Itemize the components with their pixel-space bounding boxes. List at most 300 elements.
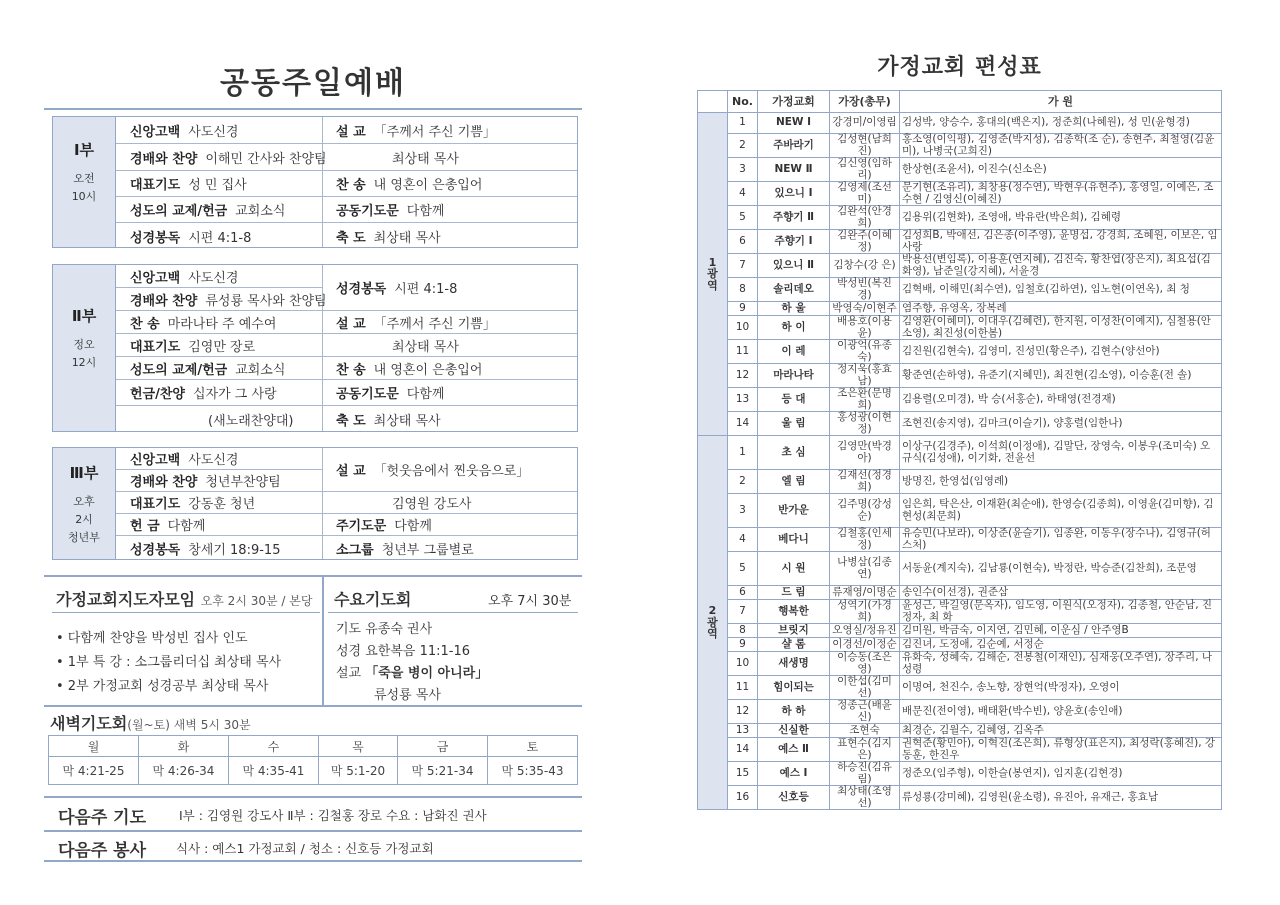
church-leader: 김영제(조선미)	[830, 182, 900, 206]
order-value: 「헛웃음에서 찐웃음으로」	[373, 464, 530, 479]
church-no: 9	[728, 302, 758, 316]
church-no: 14	[728, 412, 758, 436]
order-label: 헌 금	[130, 519, 160, 534]
church-name: 베다니	[758, 528, 830, 552]
church-name: 예스 Ⅰ	[758, 762, 830, 786]
church-no: 11	[728, 340, 758, 364]
order-value: 다함께	[406, 204, 445, 219]
church-leader: 나병삼(김종연)	[830, 552, 900, 586]
dawn-verse: 막 4:21-25	[49, 757, 139, 785]
church-no: 6	[728, 230, 758, 254]
table-header	[698, 91, 1222, 113]
order-item	[322, 536, 577, 561]
table-row	[698, 724, 1222, 738]
church-name: 브릿지	[758, 624, 830, 638]
order-item	[116, 492, 322, 514]
church-members: 김혁배, 이해민(최수연), 임철호(김하연), 임노현(이연옥), 최 청	[900, 278, 1222, 302]
church-name: 하 하	[758, 700, 830, 724]
church-leader: 박성빈(복진경)	[830, 278, 900, 302]
order-label: 성도의 교제/헌금	[130, 204, 228, 219]
church-no: 13	[728, 724, 758, 738]
dawn-verse: 막 5:1-20	[318, 757, 397, 785]
order-item	[322, 448, 577, 492]
order-label: 경배와 찬양	[130, 475, 198, 490]
order-item	[116, 265, 322, 288]
church-no: 9	[728, 638, 758, 652]
roster-title: 가정교회 편성표	[877, 55, 1042, 80]
church-leader: 조현숙	[830, 724, 900, 738]
order-item	[322, 144, 577, 171]
order-item	[322, 380, 577, 406]
table-row	[698, 528, 1222, 552]
service-time: 정오	[73, 338, 95, 351]
church-leader: 정지욱(홍효남)	[830, 364, 900, 388]
church-members: 송인수(이선경), 권준삼	[900, 586, 1222, 600]
order-item	[322, 492, 577, 514]
church-leader: 표현수(김지은)	[830, 738, 900, 762]
order-item	[116, 288, 327, 311]
dawn-schedule-table	[48, 735, 578, 785]
section-divider	[44, 575, 582, 577]
order-item	[116, 448, 322, 470]
order-item	[116, 514, 322, 536]
order-value: 시편 4:1-8	[188, 230, 252, 246]
church-members: 한상현(조윤서), 이진수(신소은)	[900, 158, 1222, 182]
church-no: 4	[728, 528, 758, 552]
order-label: 찬 송	[130, 316, 160, 332]
church-members: 김용렬(오미경), 박 승(서홍순), 하태영(전경재)	[900, 388, 1222, 412]
order-item	[116, 406, 322, 433]
wednesday-title: 수요기도회	[334, 590, 412, 609]
dawn-day: 화	[138, 736, 228, 757]
service-order	[115, 117, 577, 247]
order-value: 내 영혼이 은총입어	[373, 362, 483, 378]
church-leader: 강경미/이영림	[830, 113, 900, 134]
church-name: 힘이되는	[758, 676, 830, 700]
order-label: 찬 송	[336, 362, 366, 378]
service-part-2	[52, 264, 578, 432]
order-value: 「주께서 주신 기쁨」	[373, 124, 496, 140]
order-label: 헌금/찬양	[130, 387, 185, 402]
church-name: 하 이	[758, 316, 830, 340]
table-row	[698, 586, 1222, 600]
church-name: 초 심	[758, 436, 830, 470]
church-name: 주향기 Ⅰ	[758, 230, 830, 254]
church-name: 이 레	[758, 340, 830, 364]
church-name: 샬 롬	[758, 638, 830, 652]
order-value: 최상태 목사	[373, 414, 441, 429]
next-divider	[44, 796, 582, 798]
header-blank	[698, 91, 728, 113]
church-no: 10	[728, 652, 758, 676]
church-members: 배문진(전이영), 배태환(박수빈), 양윤호(송인애)	[900, 700, 1222, 724]
church-leader: 김영만(박경아)	[830, 436, 900, 470]
church-members: 황준연(손하영), 유준기(지혜민), 최진현(김소영), 이승훈(전 솔)	[900, 364, 1222, 388]
church-name: 솔리데오	[758, 278, 830, 302]
leaders-item: • 2부 가정교회 성경공부 최상태 목사	[56, 679, 269, 694]
dawn-day: 목	[318, 736, 397, 757]
dawn-verse: 막 5:35-43	[488, 757, 578, 785]
order-label: 대표기도	[130, 497, 181, 512]
service-name: Ⅰ부	[73, 141, 95, 159]
church-leader: 이경선/이정순	[830, 638, 900, 652]
church-members: 김용위(김현화), 조영애, 박유란(박은희), 김혜령	[900, 206, 1222, 230]
church-no: 12	[728, 364, 758, 388]
church-no: 7	[728, 600, 758, 624]
order-item	[116, 470, 322, 492]
service-time: 10시	[71, 190, 97, 203]
page-title: 공동주일예배	[220, 66, 406, 101]
order-item	[322, 171, 577, 197]
church-no: 3	[728, 158, 758, 182]
order-item	[116, 117, 322, 144]
order-item	[116, 334, 322, 357]
table-row	[698, 762, 1222, 786]
table-row	[698, 206, 1222, 230]
order-item	[116, 357, 322, 380]
order-label: 경배와 찬양	[130, 151, 198, 167]
church-members: 이상구(김경주), 이석희(이정애), 김말단, 장영숙, 이봉우(조미숙) 오규식(김성애), 이기화, 전윤선	[900, 436, 1222, 470]
wednesday-divider	[328, 612, 578, 613]
church-members: 유승민(나보라), 이상준(윤슬기), 임종완, 이동우(장수나), 김영규(허스처)	[900, 528, 1222, 552]
order-item	[322, 197, 577, 223]
dawn-verse: 막 4:26-34	[138, 757, 228, 785]
church-no: 2	[728, 134, 758, 158]
church-leader: 정종근(배윤신)	[830, 700, 900, 724]
church-name: 시 원	[758, 552, 830, 586]
church-name: 신실한	[758, 724, 830, 738]
order-value: 마라나타 주 예수여	[167, 316, 277, 332]
service-label	[53, 265, 115, 431]
service-time: 청년부	[68, 531, 100, 544]
church-members: 최경순, 김월수, 김혜영, 김옥주	[900, 724, 1222, 738]
order-value: 사도신경	[188, 453, 239, 468]
next-service-label: 다음주 봉사	[58, 841, 147, 861]
church-name: 주바라기	[758, 134, 830, 158]
order-label: 신앙고백	[130, 124, 181, 140]
church-members: 조현진(송지영), 김마크(이슬기), 양홍렬(임한나)	[900, 412, 1222, 436]
order-label: 찬 송	[336, 178, 366, 193]
table-row	[698, 230, 1222, 254]
order-value: (새노래찬양대)	[208, 414, 294, 429]
church-leader: 최상태(조영선)	[830, 786, 900, 810]
church-name: 주향기 Ⅱ	[758, 206, 830, 230]
church-members: 김성희B, 박애선, 김은종(이주영), 윤명섭, 강경희, 조혜원, 이보은, 임사랑	[900, 230, 1222, 254]
table-row	[698, 786, 1222, 810]
church-members: 홍소영(이익평), 김영준(박지성), 김종학(조 순), 송현주, 최철영(김윤미), 나병국(고희진)	[900, 134, 1222, 158]
church-name: 하 울	[758, 302, 830, 316]
order-value: 청년부찬양팀	[205, 475, 281, 490]
table-row	[698, 552, 1222, 586]
church-leader: 김신영(임하리)	[830, 158, 900, 182]
order-value: 사도신경	[188, 270, 239, 286]
order-value: 교회소식	[235, 362, 286, 378]
vertical-divider	[322, 577, 324, 705]
order-item	[116, 171, 322, 197]
table-row	[698, 652, 1222, 676]
leaders-item: • 다함께 찬양을 박성빈 집사 인도	[56, 631, 248, 646]
region-label: 1 광 역	[698, 113, 728, 436]
order-item	[116, 536, 322, 561]
church-no: 1	[728, 113, 758, 134]
church-no: 4	[728, 182, 758, 206]
header-leader: 가장(총무)	[830, 91, 900, 113]
table-row	[698, 364, 1222, 388]
order-value: 강동훈 청년	[188, 497, 256, 512]
dawn-title: 새벽기도회(월~토) 새벽 5시 30분	[50, 714, 251, 733]
table-row	[698, 494, 1222, 528]
order-value: 창세기 18:9-15	[188, 543, 281, 558]
church-members: 이명여, 천진수, 송노향, 장현억(박정자), 오영이	[900, 676, 1222, 700]
table-row	[698, 624, 1222, 638]
church-name: 등 대	[758, 388, 830, 412]
church-members: 서동윤(계지숙), 김남룡(이현숙), 박정란, 박승준(김찬희), 조문영	[900, 552, 1222, 586]
church-name: 예스 Ⅱ	[758, 738, 830, 762]
church-members: 김미원, 박금숙, 이지연, 김민혜, 이운심 / 안주영B	[900, 624, 1222, 638]
church-members: 김성박, 양승수, 홍대의(백은지), 정준희(나혜원), 성 민(윤형경)	[900, 113, 1222, 134]
church-name: 새생명	[758, 652, 830, 676]
table-row	[698, 340, 1222, 364]
order-item	[322, 223, 577, 249]
church-members: 임은희, 탁은산, 이재환(최순애), 한영승(김종희), 이영윤(김미향), 김현성(최문희)	[900, 494, 1222, 528]
service-time: 2시	[75, 513, 93, 526]
service-time: 오후	[73, 495, 95, 508]
church-members: 문기현(조유리), 최창용(정수연), 박현우(유현주), 홍영일, 이예은, 조수현 / 김영신(이혜진)	[900, 182, 1222, 206]
order-item	[322, 514, 577, 536]
title-divider	[44, 108, 582, 110]
order-value: 김영원 강도사	[392, 497, 472, 512]
church-no: 7	[728, 254, 758, 278]
church-name: 드 림	[758, 586, 830, 600]
header-church: 가정교회	[758, 91, 830, 113]
table-row	[698, 700, 1222, 724]
order-value: 성 민 집사	[188, 178, 247, 193]
order-value: 청년부 그룹별로	[381, 543, 474, 558]
bottom-divider	[44, 860, 582, 862]
order-label: 성도의 교제/헌금	[130, 362, 228, 378]
order-label: 성경봉독	[130, 230, 181, 246]
church-no: 8	[728, 624, 758, 638]
order-label: 신앙고백	[130, 270, 181, 286]
service-name: Ⅲ부	[69, 464, 99, 482]
wednesday-bible: 성경 요한복음 11:1-16	[336, 644, 471, 659]
order-item	[322, 311, 577, 334]
church-leader: 조은환(문명희)	[830, 388, 900, 412]
table-row	[698, 638, 1222, 652]
house-church-roster-table	[697, 90, 1222, 810]
church-name: NEW Ⅰ	[758, 113, 830, 134]
order-label: 성경봉독	[130, 543, 181, 558]
order-item	[322, 265, 577, 311]
order-label: 주기도문	[336, 519, 387, 534]
order-label: 설 교	[336, 316, 366, 332]
order-value: 이해민 간사와 찬양팀	[205, 151, 327, 167]
table-row	[698, 278, 1222, 302]
church-leader: 김완주(이혜정)	[830, 230, 900, 254]
order-value: 교회소식	[235, 204, 286, 219]
wednesday-preacher: 류성룡 목사	[374, 688, 441, 703]
church-members: 김진원(김현숙), 김영미, 진성민(황은주), 김현수(양선아)	[900, 340, 1222, 364]
church-leader: 이광억(유종숙)	[830, 340, 900, 364]
order-value: 김영만 장로	[188, 339, 256, 355]
church-members: 박용선(변임록), 이용훈(연지혜), 김진숙, 황찬엽(장은지), 최요섭(김화영), 남준일(강지혜), 서윤경	[900, 254, 1222, 278]
table-row	[698, 113, 1222, 134]
service-label	[53, 117, 115, 247]
order-item	[116, 144, 327, 171]
table-row	[698, 738, 1222, 762]
order-label: 대표기도	[130, 178, 181, 193]
church-members: 권혁준(황민아), 이혁진(조은희), 류형상(표은지), 최성락(홍혜진), 강동훈, 한진우	[900, 738, 1222, 762]
dawn-day: 금	[398, 736, 488, 757]
next-service-text: 식사 : 예스1 가정교회 / 청소 : 신호등 가정교회	[176, 841, 434, 856]
church-no: 13	[728, 388, 758, 412]
order-value: 다함께	[167, 519, 206, 534]
order-item	[116, 223, 322, 249]
church-leader: 이승동(조은영)	[830, 652, 900, 676]
wednesday-sermon: 설교 「죽을 병이 아니라」	[336, 666, 489, 681]
dawn-day: 월	[49, 736, 139, 757]
header-members: 가 원	[900, 91, 1222, 113]
church-leader: 배용호(이용윤)	[830, 316, 900, 340]
leaders-time: 오후 2시 30분 / 본당	[200, 594, 313, 608]
table-row	[698, 254, 1222, 278]
church-leader: 김주명(강성순)	[830, 494, 900, 528]
church-no: 8	[728, 278, 758, 302]
order-value: 최상태 목사	[392, 339, 459, 355]
order-value: 류성룡 목사와 찬양팀	[205, 293, 327, 309]
region-label: 2 광 역	[698, 436, 728, 810]
church-members: 염주향, 유영옥, 장복례	[900, 302, 1222, 316]
church-no: 3	[728, 494, 758, 528]
table-row	[698, 412, 1222, 436]
next-prayer-text: Ⅰ부 : 김영원 강도사 Ⅱ부 : 김철홍 장로 수요 : 남화진 권사	[179, 808, 487, 823]
church-leader: 홍성광(이현정)	[830, 412, 900, 436]
church-leader: 김완석(안경희)	[830, 206, 900, 230]
order-value: 사도신경	[188, 124, 239, 140]
service-time: 오전	[73, 172, 95, 185]
dawn-verse: 막 5:21-34	[398, 757, 488, 785]
order-label: 축 도	[336, 230, 366, 246]
church-name: 있으니 Ⅱ	[758, 254, 830, 278]
wednesday-time: 오후 7시 30분	[488, 594, 572, 609]
leaders-divider	[52, 612, 320, 613]
order-value: 시편 4:1-8	[394, 282, 458, 297]
service-label	[53, 448, 115, 559]
table-row	[698, 600, 1222, 624]
table-row	[698, 158, 1222, 182]
service-part-3	[52, 447, 578, 560]
order-item	[116, 380, 322, 406]
order-item	[322, 117, 577, 144]
table-row	[698, 470, 1222, 494]
header-no: No.	[728, 91, 758, 113]
church-no: 5	[728, 552, 758, 586]
service-part-1	[52, 116, 578, 248]
church-leader: 김창수(강 은)	[830, 254, 900, 278]
dawn-day: 토	[488, 736, 578, 757]
church-name: NEW Ⅱ	[758, 158, 830, 182]
order-label: 경배와 찬양	[130, 293, 198, 309]
church-members: 방명진, 한영섭(임영례)	[900, 470, 1222, 494]
order-label: 공동기도문	[336, 204, 399, 219]
church-no: 14	[728, 738, 758, 762]
order-label: 대표기도	[130, 339, 181, 355]
leaders-item: • 1부 특 강 : 소그룹리더십 최상태 목사	[56, 655, 282, 670]
church-no: 15	[728, 762, 758, 786]
service-order	[115, 265, 577, 431]
order-value: 최상태 목사	[392, 151, 459, 167]
church-leader: 이한섭(김미선)	[830, 676, 900, 700]
order-item	[322, 334, 577, 357]
table-row	[698, 182, 1222, 206]
next-divider-2	[44, 830, 582, 832]
order-value: 다함께	[394, 519, 432, 534]
service-order	[115, 448, 577, 559]
order-label: 신앙고백	[130, 453, 181, 468]
order-label: 성경봉독	[336, 282, 387, 297]
order-item	[116, 197, 322, 223]
order-item	[116, 311, 322, 334]
church-name: 반가운	[758, 494, 830, 528]
church-members: 윤성근, 박길영(문옥자), 임도영, 이원식(오정자), 김종철, 안순남, 진정자, 최 화	[900, 600, 1222, 624]
wednesday-prayer: 기도 유종숙 권사	[336, 622, 433, 637]
church-name: 행복한	[758, 600, 830, 624]
church-name: 있으니 Ⅰ	[758, 182, 830, 206]
church-name: 울 림	[758, 412, 830, 436]
church-no: 10	[728, 316, 758, 340]
church-leader: 오영실/정유진	[830, 624, 900, 638]
church-leader: 박영숙/이현주	[830, 302, 900, 316]
order-value: 십자가 그 사랑	[192, 387, 277, 402]
table-row	[698, 302, 1222, 316]
church-leader: 김재선(정경희)	[830, 470, 900, 494]
church-no: 11	[728, 676, 758, 700]
church-members: 유화숙, 성혜숙, 김해순, 전봉철(이재인), 심재웅(오주연), 장주리, 나성령	[900, 652, 1222, 676]
table-row	[698, 436, 1222, 470]
church-members: 김영환(이혜미), 이대우(김혜련), 한지원, 이성찬(이예지), 심철용(안소영), 최진성(이한봄)	[900, 316, 1222, 340]
church-no: 16	[728, 786, 758, 810]
dawn-verse: 막 4:35-41	[228, 757, 318, 785]
church-no: 5	[728, 206, 758, 230]
service-name: Ⅱ부	[71, 307, 97, 325]
church-members: 정준오(임주형), 이한슬(봉연지), 임지훈(김현경)	[900, 762, 1222, 786]
church-name: 엘 림	[758, 470, 830, 494]
church-no: 1	[728, 436, 758, 470]
next-prayer-label: 다음주 기도	[58, 808, 147, 828]
church-name: 신호등	[758, 786, 830, 810]
order-item	[322, 406, 577, 433]
table-row	[698, 316, 1222, 340]
dawn-day: 수	[228, 736, 318, 757]
church-members: 류성룡(강미혜), 김영원(윤소령), 유진아, 유재근, 홍효남	[900, 786, 1222, 810]
church-leader: 성역기(가경희)	[830, 600, 900, 624]
order-item	[322, 357, 577, 380]
leaders-title: 가정교회지도자모임 오후 2시 30분 / 본당	[56, 590, 313, 609]
order-value: 「주께서 주신 기쁨」	[373, 316, 496, 332]
order-value: 최상태 목사	[373, 230, 441, 246]
church-leader: 하승진(김유림)	[830, 762, 900, 786]
service-time: 12시	[71, 356, 97, 369]
table-row	[698, 676, 1222, 700]
table-row	[698, 388, 1222, 412]
order-label: 소그룹	[336, 543, 374, 558]
order-value: 다함께	[406, 387, 445, 402]
church-members: 김진녀, 도정애, 김순예, 서정순	[900, 638, 1222, 652]
church-no: 6	[728, 586, 758, 600]
order-label: 공동기도문	[336, 387, 399, 402]
order-label: 설 교	[336, 124, 366, 140]
church-no: 2	[728, 470, 758, 494]
